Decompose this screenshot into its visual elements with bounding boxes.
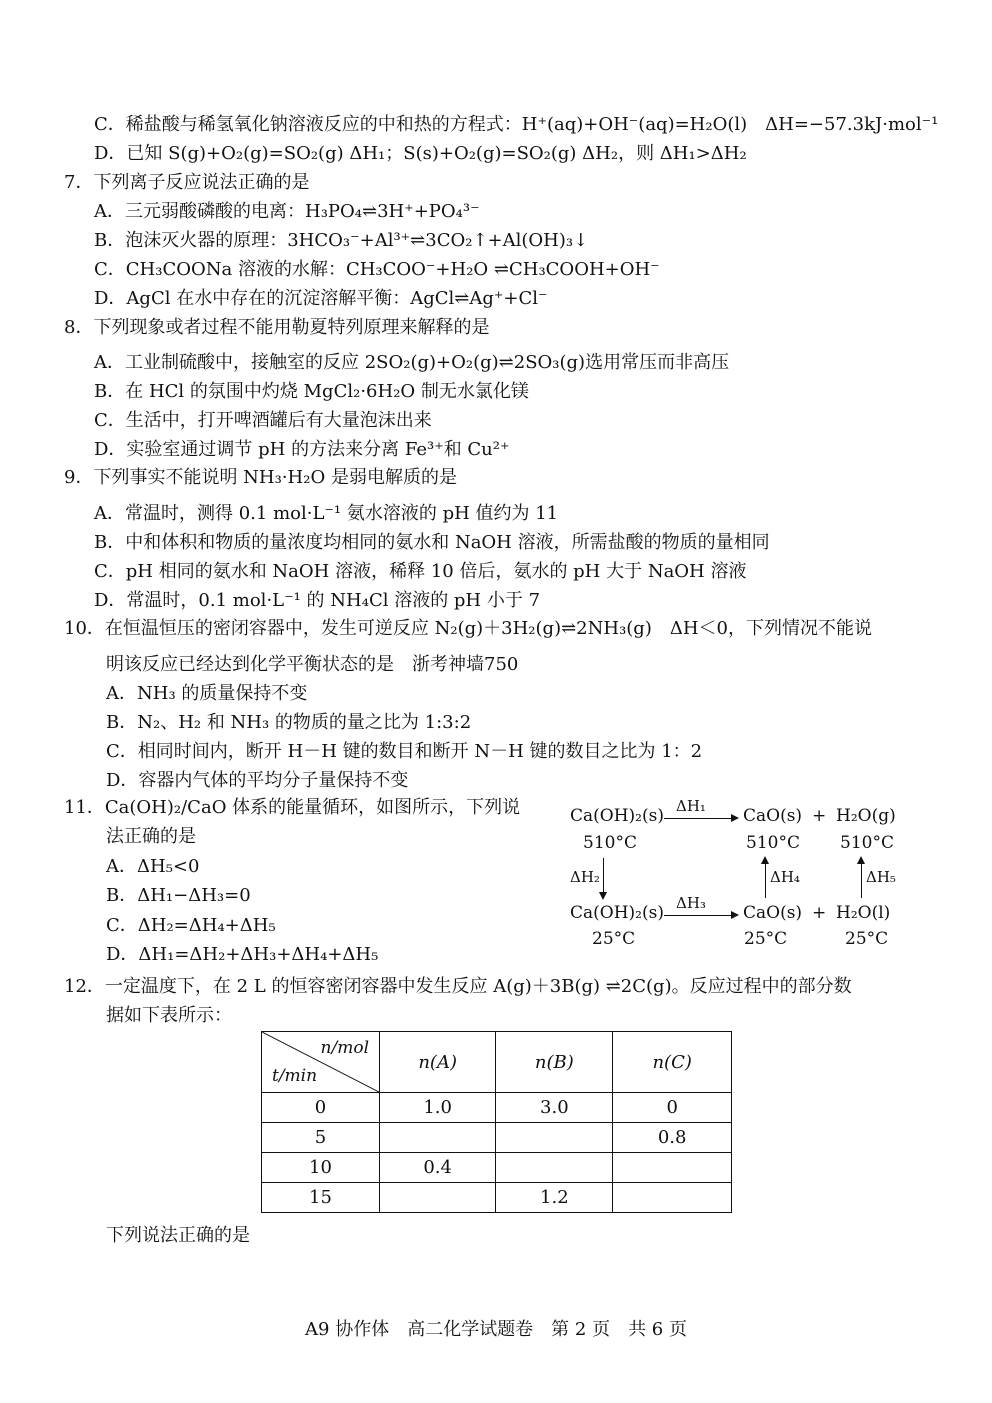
q8-option-c: C．生活中，打开啤酒罐后有大量泡沫出来: [94, 410, 432, 431]
arrow-dh2-head: [599, 892, 607, 900]
q6-option-d: D．已知 S(g)+O₂(g)=SO₂(g) ΔH₁；S(s)+O₂(g)=SO₂(g) ΔH₂，则 ΔH₁>ΔH₂: [94, 143, 747, 164]
diagram-bot-plus: +: [812, 903, 827, 923]
diagram-top-right: H₂O(g): [836, 806, 896, 826]
diagram-top-plus: +: [812, 806, 827, 826]
table-cell-a: [380, 1123, 496, 1153]
q9-option-c: C．pH 相同的氨水和 NaOH 溶液，稀释 10 倍后，氨水的 pH 大于 NaOH 溶液: [94, 561, 747, 582]
table-cell-a: [380, 1183, 496, 1213]
q7-option-d: D．AgCl 在水中存在的沉淀溶解平衡：AgCl⇌Ag⁺+Cl⁻: [94, 288, 548, 309]
q11-stem-cont: 法正确的是: [106, 826, 196, 847]
table-cell-b: 3.0: [496, 1093, 613, 1123]
diagram-top-left: Ca(OH)₂(s): [570, 806, 664, 826]
diagram-temp-top-mid: 510°C: [746, 833, 800, 853]
arrow-dh1-line: [664, 818, 732, 819]
arrow-dh5-line: [861, 862, 862, 898]
q8-option-d: D．实验室通过调节 pH 的方法来分离 Fe³⁺和 Cu²⁺: [94, 439, 510, 460]
diagram-temp-bot-mid: 25°C: [744, 929, 788, 949]
table-cell-t: 5: [262, 1123, 380, 1153]
table-corner-top: n/mol: [320, 1038, 369, 1058]
table-cell-t: 0: [262, 1093, 380, 1123]
table-cell-c: [613, 1183, 732, 1213]
table-cell-b: 1.2: [496, 1183, 613, 1213]
q9-option-a: A．常温时，测得 0.1 mol·L⁻¹ 氨水溶液的 pH 值约为 11: [94, 503, 559, 524]
q12-data-table: [261, 1031, 732, 1213]
table-row: [262, 1153, 732, 1183]
q11-option-c: C．ΔH₂=ΔH₄+ΔH₅: [106, 915, 276, 936]
q11-option-a: A．ΔH₅<0: [106, 856, 200, 877]
table-header-nC: n(C): [613, 1032, 732, 1093]
diagram-temp-top-left: 510°C: [583, 833, 637, 853]
arrow-dh3-head: [731, 911, 739, 919]
diagram-temp-bot-right: 25°C: [845, 929, 889, 949]
table-header-nB: n(B): [496, 1032, 613, 1093]
table-cell-a: 1.0: [380, 1093, 496, 1123]
arrow-dh1-head: [731, 814, 739, 822]
arrow-dh4-head: [761, 856, 769, 864]
diagram-top-mid: CaO(s): [743, 806, 803, 826]
table-corner-cell: [262, 1032, 380, 1093]
arrow-dh4-line: [765, 862, 766, 898]
table-row: [262, 1183, 732, 1213]
page-footer: A9 协作体 高二化学试题卷 第 2 页 共 6 页: [305, 1319, 687, 1340]
table-cell-t: 15: [262, 1183, 380, 1213]
q10-option-d: D．容器内气体的平均分子量保持不变: [106, 770, 409, 791]
q10-option-a: A．NH₃ 的质量保持不变: [106, 683, 308, 704]
q10-option-c: C．相同时间内，断开 H－H 键的数目和断开 N－H 键的数目之比为 1：2: [106, 741, 703, 762]
table-cell-c: [613, 1153, 732, 1183]
diagram-temp-top-right: 510°C: [840, 833, 894, 853]
table-header-nA: n(A): [380, 1032, 496, 1093]
q9-stem: 9．下列事实不能说明 NH₃·H₂O 是弱电解质的是: [64, 467, 457, 488]
q6-option-c: C．稀盐酸与稀氢氧化钠溶液反应的中和热的方程式：H⁺(aq)+OH⁻(aq)=H₂O(l) ΔH=−57.3kJ·mol⁻¹: [94, 114, 939, 135]
diagram-bot-right: H₂O(l): [836, 903, 891, 923]
q9-option-b: B．中和体积和物质的量浓度均相同的氨水和 NaOH 溶液，所需盐酸的物质的量相同: [94, 532, 770, 553]
q12-prompt: 下列说法正确的是: [106, 1225, 250, 1246]
q7-option-c: C．CH₃COONa 溶液的水解：CH₃COO⁻+H₂O ⇌CH₃COOH+OH⁻: [94, 259, 660, 280]
table-cell-c: 0.8: [613, 1123, 732, 1153]
q11-stem: 11．Ca(OH)₂/CaO 体系的能量循环，如图所示，下列说: [64, 797, 521, 818]
q10-option-b: B．N₂、H₂ 和 NH₃ 的物质的量之比为 1:3:2: [106, 712, 472, 733]
diagram-bot-mid: CaO(s): [743, 903, 803, 923]
table-row: [262, 1093, 732, 1123]
q7-option-a: A．三元弱酸磷酸的电离：H₃PO₄⇌3H⁺+PO₄³⁻: [94, 201, 480, 222]
diagram-dh2: ΔH₂: [570, 868, 600, 886]
q10-stem: 10．在恒温恒压的密闭容器中，发生可逆反应 N₂(g)＋3H₂(g)⇌2NH₃(g) ΔH＜0，下列情况不能说: [64, 618, 873, 639]
table-cell-b: [496, 1153, 613, 1183]
q11-option-b: B．ΔH₁−ΔH₃=0: [106, 885, 251, 906]
arrow-dh5-head: [857, 856, 865, 864]
q11-option-d: D．ΔH₁=ΔH₂+ΔH₃+ΔH₄+ΔH₅: [106, 944, 379, 965]
arrow-dh3-line: [664, 915, 732, 916]
diagram-bot-left: Ca(OH)₂(s): [570, 903, 664, 923]
q7-option-b: B．泡沫灭火器的原理：3HCO₃⁻+Al³⁺⇌3CO₂↑+Al(OH)₃↓: [94, 230, 589, 251]
q8-option-a: A．工业制硫酸中，接触室的反应 2SO₂(g)+O₂(g)⇌2SO₃(g)选用常压而非高压: [94, 352, 730, 373]
diagram-temp-bot-left: 25°C: [592, 929, 636, 949]
table-corner-bottom: t/min: [272, 1066, 318, 1086]
q12-stem: 12．一定温度下，在 2 L 的恒容密闭容器中发生反应 A(g)＋3B(g) ⇌2C(g)。反应过程中的部分数: [64, 976, 852, 997]
arrow-dh2-line: [603, 858, 604, 894]
diagram-dh4: ΔH₄: [770, 868, 800, 886]
table-cell-t: 10: [262, 1153, 380, 1183]
q7-stem: 7．下列离子反应说法正确的是: [64, 172, 310, 193]
diagram-dh3: ΔH₃: [676, 894, 706, 912]
q12-stem-cont: 据如下表所示：: [106, 1005, 232, 1026]
table-cell-c: 0: [613, 1093, 732, 1123]
q8-stem: 8．下列现象或者过程不能用勒夏特列原理来解释的是: [64, 317, 490, 338]
table-cell-b: [496, 1123, 613, 1153]
q10-stem-cont: 明该反应已经达到化学平衡状态的是 浙考神墙750: [106, 654, 519, 675]
q9-option-d: D．常温时，0.1 mol·L⁻¹ 的 NH₄Cl 溶液的 pH 小于 7: [94, 590, 541, 611]
diagram-dh5: ΔH₅: [866, 868, 896, 886]
q8-option-b: B．在 HCl 的氛围中灼烧 MgCl₂·6H₂O 制无水氯化镁: [94, 381, 529, 402]
diagram-dh1: ΔH₁: [676, 797, 706, 815]
table-cell-a: 0.4: [380, 1153, 496, 1183]
table-row: [262, 1123, 732, 1153]
